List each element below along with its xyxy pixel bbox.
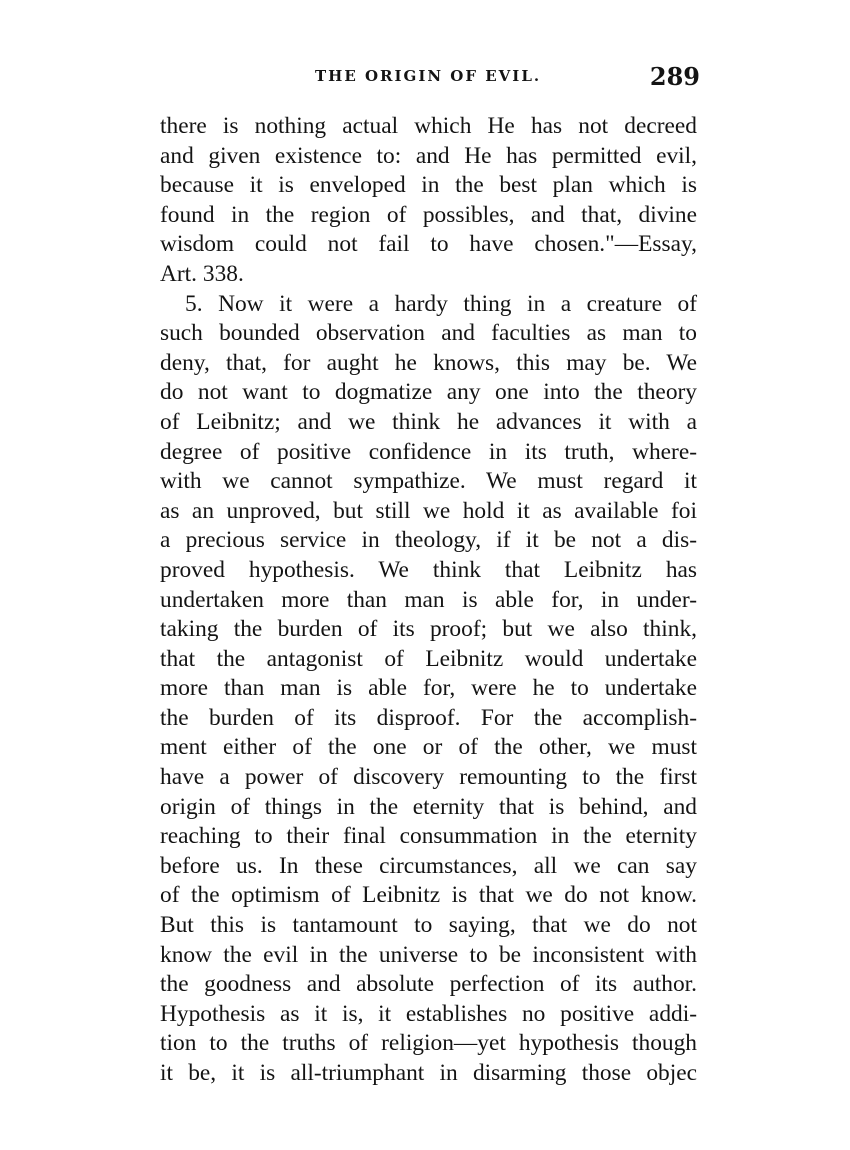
text-line: it be, it is all-triumphant in disarming those objec [160,1060,697,1086]
text-line: with we cannot sympathize. We must regard it [160,468,697,495]
text-line: that the antagonist of Leibnitz would undertake [160,645,697,672]
text-line: and given existence to: and He has permitted evil, [160,142,697,169]
text-line: have a power of discovery remounting to the first [160,764,697,791]
running-title: THE ORIGIN OF EVIL. [315,67,542,85]
text-line: because it is enveloped in the best plan which is [160,172,697,199]
text-line: before us. In these circumstances, all we can say [160,852,697,879]
text-line: undertaken more than man is able for, in under- [160,586,697,613]
text-line: of the optimism of Leibnitz is that we do not know. [160,882,697,909]
text-line: such bounded observation and faculties as man to [160,320,697,347]
text-line: reaching to their final consummation in the eternity [160,823,697,850]
text-line: more than man is able for, were he to undertake [160,675,697,702]
page-header [160,62,700,92]
text-line: wisdom could not fail to have chosen."—Essay, [160,231,697,258]
text-line: But this is tantamount to saying, that we do not [160,912,697,939]
paragraph [160,112,697,290]
text-line: deny, that, for aught he knows, this may be. We [160,349,697,376]
text-line: ment either of the one or of the other, we must [160,734,697,761]
text-line: know the evil in the universe to be inconsistent with [160,941,697,968]
text-line: origin of things in the eternity that is behind, and [160,793,697,820]
text-line: proved hypothesis. We think that Leibnitz has [160,556,697,583]
text-line: 5. Now it were a hardy thing in a creature of [185,290,697,317]
text-line: as an unproved, but still we hold it as available foi [160,497,697,524]
text-line: of Leibnitz; and we think he advances it with a [160,408,697,435]
text-line: taking the burden of its proof; but we also think, [160,616,697,643]
text-line: do not want to dogmatize any one into the theory [160,379,697,406]
text-line: Hypothesis as it is, it establishes no positive addi- [160,1000,697,1027]
page-number: 289 [649,62,700,91]
text-line: the burden of its disproof. For the accomplish- [160,704,697,731]
text-line: a precious service in theology, if it be not a dis- [160,527,697,554]
text-line: there is nothing actual which He has not decreed [160,113,697,139]
text-line: Art. 338. [160,260,244,287]
text-line: degree of positive confidence in its truth, where- [160,438,697,465]
text-line: found in the region of possibles, and that, divine [160,201,697,228]
paragraph [160,290,697,1089]
text-line: the goodness and absolute perfection of its author. [160,971,697,998]
text-line: tion to the truths of religion—yet hypothesis though [160,1030,697,1057]
body-text [160,112,697,1089]
